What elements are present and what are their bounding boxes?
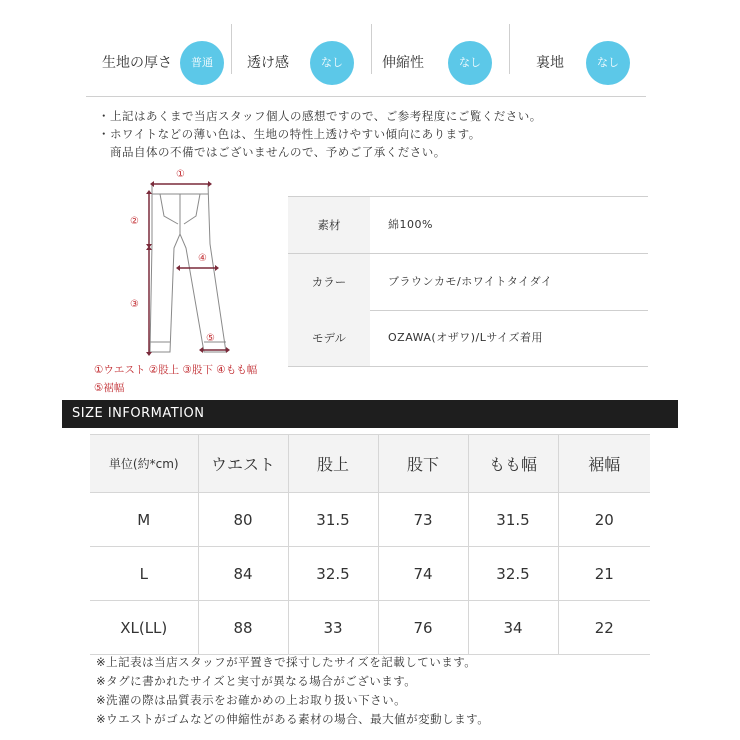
attribute-value-badge: なし [448,41,492,85]
table-row [90,601,650,655]
size-cell: 84 [198,547,288,601]
spec-row-material [288,197,648,254]
legend-text: 裾幅 [103,382,125,394]
marker-hem: ⑤ [206,333,215,344]
table-row [90,493,650,547]
diagram-legend-line1 [94,362,257,377]
legend-text: 股上 [158,364,180,376]
size-table-header-row [90,435,650,493]
spec-label: カラー [288,254,370,310]
attribute-transparency [232,24,372,96]
spec-value: 綿100% [388,218,433,231]
size-cell: 73 [378,493,468,547]
size-cell: XL(LL) [90,601,198,655]
size-cell: 32.5 [468,547,558,601]
attribute-label: 裏地 [536,55,564,71]
legend-text: もも幅 [225,364,258,376]
size-cell: 31.5 [468,493,558,547]
footnote-line: ※洗濯の際は品質表示をお確かめの上お取り扱い下さい。 [96,693,407,707]
attribute-stretch [372,24,512,96]
footnote-line: ※ウエストがゴムなどの伸縮性がある素材の場合、最大値が変動します。 [96,712,490,726]
size-cell: 76 [378,601,468,655]
marker-thigh: ④ [198,253,207,264]
attribute-value-badge: なし [586,41,630,85]
spec-row-model [288,310,648,367]
attribute-lining [510,24,646,96]
column-header: ウエスト [198,435,288,493]
spec-label: モデル [288,310,370,366]
attribute-label: 伸縮性 [382,55,424,71]
legend-num: ② [148,364,159,376]
note-line: 商品自体の不備ではございませんので、予めご了承ください。 [98,145,446,159]
size-cell: 88 [198,601,288,655]
legend-text: ウエスト [103,364,146,376]
attribute-label: 透け感 [247,55,289,71]
attribute-thickness [86,24,226,96]
spec-value: ブラウンカモ/ホワイトタイダイ [388,275,553,288]
pants-measurement-diagram [120,164,240,364]
size-cell: 80 [198,493,288,547]
table-row [90,547,650,601]
column-header: 裾幅 [558,435,650,493]
size-cell: M [90,493,198,547]
size-cell: 21 [558,547,650,601]
legend-text: 股下 [191,364,213,376]
column-header: 股下 [378,435,468,493]
legend-num: ⑤ [94,382,104,394]
size-cell: 20 [558,493,650,547]
column-header: 股上 [288,435,378,493]
attribute-value-badge: なし [310,41,354,85]
column-header: もも幅 [468,435,558,493]
size-cell: 32.5 [288,547,378,601]
size-cell: 34 [468,601,558,655]
marker-waist: ① [176,169,185,180]
attribute-value-badge: 普通 [180,41,224,85]
spec-value: OZAWA(オザワ)/Lサイズ着用 [388,331,543,344]
footnote-line: ※タグに書かれたサイズと実寸が異なる場合がございます。 [96,674,417,688]
section-title: SIZE INFORMATION [72,406,205,421]
fabric-attributes-bar [86,24,646,97]
note-line: ・上記はあくまで当店スタッフ個人の感想ですので、ご参考程度にご覧ください。 [98,109,542,123]
size-cell: L [90,547,198,601]
column-header: 単位(約*cm) [90,435,198,493]
spec-label: 素材 [288,197,370,253]
diagram-legend-line2 [94,380,124,395]
legend-num: ④ [216,364,226,376]
size-table [90,434,650,655]
marker-inseam: ③ [130,299,139,310]
note-line: ・ホワイトなどの薄い色は、生地の特性上透けやすい傾向にあります。 [98,127,481,141]
product-spec-table [288,196,648,367]
attribute-label: 生地の厚さ [102,55,172,71]
size-cell: 31.5 [288,493,378,547]
size-information-header [62,400,678,428]
spec-row-color [288,254,648,311]
size-cell: 33 [288,601,378,655]
legend-num: ③ [182,364,192,376]
marker-rise: ② [130,216,139,227]
size-cell: 22 [558,601,650,655]
legend-num: ① [94,364,104,376]
footnote-line: ※上記表は当店スタッフが平置きで採寸したサイズを記載しています。 [96,655,477,669]
size-cell: 74 [378,547,468,601]
